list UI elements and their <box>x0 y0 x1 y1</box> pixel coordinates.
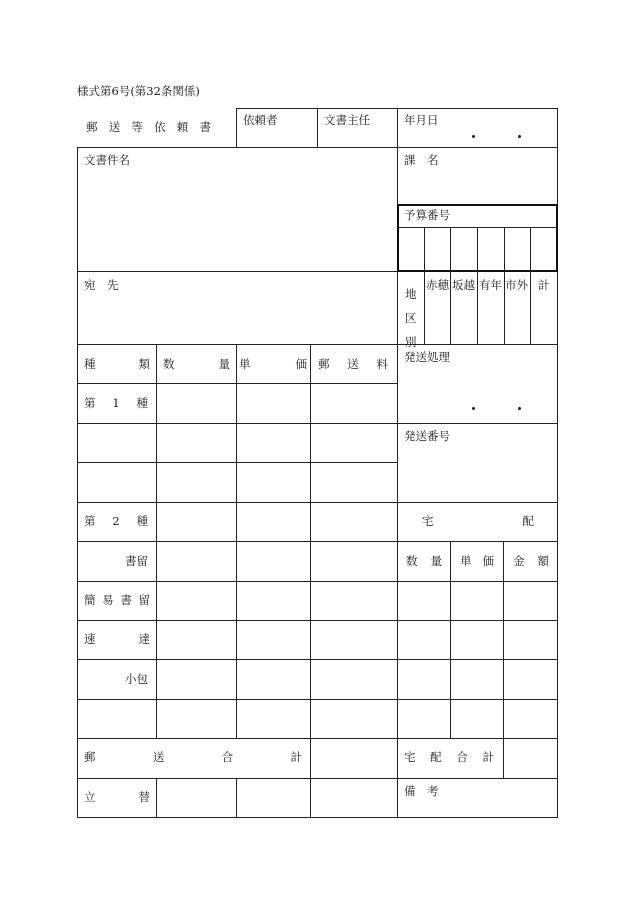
grid-line <box>77 502 557 503</box>
quantity-header-char: 量 <box>218 357 230 371</box>
registered-label: 書留 <box>125 554 148 568</box>
grid-line <box>504 272 505 344</box>
grid-line <box>236 108 237 147</box>
grid-line <box>77 778 557 779</box>
postal-total-char: 計 <box>290 750 302 764</box>
grid-line <box>236 778 237 818</box>
form-title <box>86 122 211 134</box>
form-number: 様式第6号(第32条関係) <box>77 84 200 98</box>
delivery-amount-char: 額 <box>537 554 549 568</box>
grid-line <box>477 272 478 344</box>
grid-line <box>77 344 557 345</box>
unit-price-header <box>239 359 307 371</box>
grid-line <box>77 620 557 621</box>
region-label-char: 別 <box>405 335 417 349</box>
requester-label: 依頼者 <box>243 113 278 127</box>
postal-total-char: 郵 <box>84 750 96 764</box>
delivery-char: 宅 <box>422 514 434 528</box>
grid-line <box>450 272 451 344</box>
express-label <box>84 634 150 646</box>
grid-line <box>424 227 425 271</box>
postal-total-label <box>84 752 302 764</box>
grid-line <box>317 108 318 147</box>
grid-line <box>77 581 557 582</box>
date-separator <box>472 135 475 138</box>
grid-line <box>77 383 397 384</box>
grid-line <box>450 227 451 271</box>
region-une: 有年 <box>479 278 502 292</box>
type-header-char: 種 <box>84 357 96 371</box>
type-header-char: 類 <box>138 357 150 371</box>
form-title-char: 頼 <box>176 120 189 134</box>
postage-header-char: 料 <box>376 357 388 371</box>
advance-char: 替 <box>138 790 150 804</box>
date-separator <box>518 135 521 138</box>
small-package-label: 小包 <box>125 672 148 686</box>
delivery-unit-price-header <box>460 556 494 568</box>
advance-char: 立 <box>84 790 96 804</box>
grid-line <box>530 272 531 344</box>
express-char: 達 <box>138 632 150 646</box>
grid-line <box>450 541 451 738</box>
delivery-amount-char: 金 <box>513 554 525 568</box>
form-title-char: 等 <box>131 120 143 134</box>
quantity-header-char: 数 <box>163 357 175 371</box>
unit-price-header-char: 単 <box>239 357 251 371</box>
destination-label: 宛 先 <box>84 278 119 292</box>
postage-header-char: 郵 <box>318 357 330 371</box>
region-sakoshi: 坂越 <box>452 278 475 292</box>
delivery-label <box>422 516 534 528</box>
first-class-char: 第 <box>84 396 96 410</box>
shipping-date-separator <box>518 407 521 410</box>
delivery-quantity-header <box>406 556 442 568</box>
remarks-label: 備 考 <box>404 784 439 798</box>
shipping-number-label: 発送番号 <box>404 429 450 443</box>
grid-line <box>530 227 531 271</box>
delivery-total-char: 合 <box>456 750 468 764</box>
grid-line <box>77 147 557 148</box>
type-header <box>84 359 150 371</box>
grid-line <box>503 541 504 778</box>
delivery-unit-price-char: 価 <box>482 554 494 568</box>
form-title-char: 依 <box>154 120 166 134</box>
advance-label <box>84 792 150 804</box>
region-label-char: 地 <box>405 287 417 301</box>
unit-price-header-char: 価 <box>295 357 307 371</box>
grid-line <box>77 817 557 818</box>
grid-line <box>77 659 557 660</box>
delivery-total-char: 配 <box>430 750 442 764</box>
first-class-label <box>84 398 148 410</box>
grid-line <box>77 738 557 739</box>
grid-line <box>77 423 397 424</box>
postal-total-char: 合 <box>221 750 234 764</box>
region-label-char: 区 <box>405 311 417 325</box>
shipping-date-separator <box>472 407 475 410</box>
simple-registered-char: 留 <box>138 593 150 607</box>
form-title-char: 郵 <box>86 120 98 134</box>
date-label: 年月日 <box>404 113 439 127</box>
delivery-quantity-char: 数 <box>406 554 418 568</box>
simple-registered-char: 書 <box>120 593 132 607</box>
simple-registered-label <box>84 595 150 607</box>
grid-line <box>477 227 478 271</box>
quantity-header <box>163 359 230 371</box>
grid-line <box>397 108 398 147</box>
first-class-char: 1 <box>112 396 120 410</box>
simple-registered-char: 易 <box>102 593 114 607</box>
grid-line <box>424 272 425 344</box>
shipping-process-label: 発送処理 <box>404 350 450 364</box>
grid-line <box>77 541 557 542</box>
delivery-total-label <box>404 752 494 764</box>
grid-line <box>397 423 557 424</box>
grid-line <box>156 778 157 818</box>
express-char: 速 <box>84 632 96 646</box>
delivery-total-char: 宅 <box>404 750 416 764</box>
grid-line <box>77 271 397 272</box>
second-class-label <box>84 516 148 528</box>
grid-line <box>557 108 558 147</box>
grid-line <box>77 462 397 463</box>
postage-header-char: 送 <box>347 357 359 371</box>
delivery-char: 配 <box>522 514 534 528</box>
delivery-unit-price-char: 単 <box>460 554 472 568</box>
document-manager-label: 文書主任 <box>324 113 370 127</box>
form-title-char: 書 <box>199 120 211 134</box>
grid-line <box>77 699 557 700</box>
postal-total-char: 送 <box>152 750 165 764</box>
region-outside-city: 市外 <box>505 278 528 292</box>
second-class-char: 第 <box>84 514 96 528</box>
region-total: 計 <box>538 278 550 292</box>
postage-header <box>318 359 388 371</box>
section-label: 課 名 <box>404 153 439 167</box>
delivery-total-char: 計 <box>482 750 494 764</box>
document-subject-label: 文書件名 <box>84 153 130 167</box>
second-class-char: 2 <box>112 514 120 528</box>
region-akou: 赤穂 <box>426 278 449 292</box>
region-label <box>405 286 417 350</box>
grid-line <box>504 227 505 271</box>
second-class-char: 種 <box>136 514 148 528</box>
budget-number-label: 予算番号 <box>404 208 450 222</box>
delivery-amount-header <box>513 556 549 568</box>
first-class-char: 種 <box>136 396 148 410</box>
grid-line <box>77 147 78 818</box>
simple-registered-char: 簡 <box>84 593 96 607</box>
form-title-char: 送 <box>108 120 121 134</box>
delivery-quantity-char: 量 <box>430 554 442 568</box>
